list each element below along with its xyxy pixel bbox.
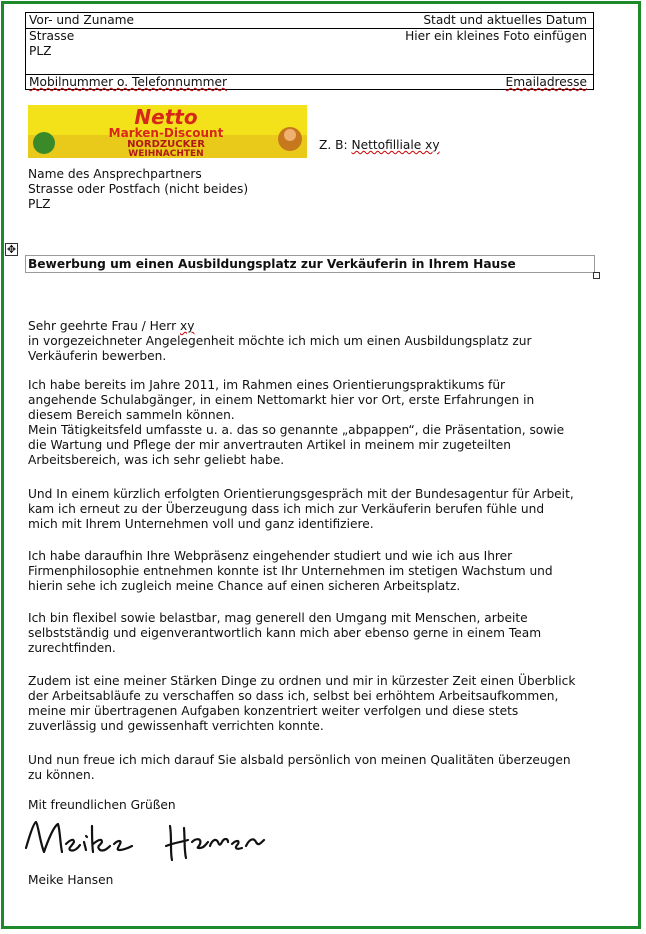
handwritten-signature: [20, 812, 280, 872]
sender-street-label[interactable]: Strasse: [29, 29, 75, 43]
table-resize-handle-icon[interactable]: [593, 272, 600, 279]
recipient-address: [28, 167, 248, 212]
company-reference[interactable]: [319, 138, 440, 153]
salutation-name: xy: [180, 319, 195, 333]
logo-slogan-text: Marken-Discount: [108, 126, 224, 140]
table-move-handle-icon[interactable]: ✥: [6, 243, 17, 256]
city-date-label[interactable]: Stadt und aktuelles Datum: [423, 13, 587, 27]
signer-name[interactable]: Meike Hansen: [28, 873, 114, 887]
recipient-contact[interactable]: Name des Ansprechpartners: [28, 167, 202, 181]
sender-zip-label[interactable]: PLZ: [29, 44, 52, 58]
body-paragraph[interactable]: Ich habe daraufhin Ihre Webpräsenz eingehender studiert und wie ich aus Ihrer Firmenphilosophie entnehmen konnte ist Ihr Unternehmen im stetigen Wachstum und hierin sehe ich zugleich meine Chance auf einen sicheren Arbeitsplatz.: [28, 549, 553, 593]
email-label[interactable]: Emailadresse: [505, 75, 587, 89]
recipient-street[interactable]: Strasse oder Postfach (nicht beides): [28, 182, 249, 196]
logo-tag-text: NORDZUCKER: [127, 139, 205, 150]
salutation[interactable]: [28, 304, 603, 334]
closing-line[interactable]: Mit freundlichen Grüßen: [28, 798, 176, 812]
logo-tag2-text: WEIHNACHTEN: [128, 149, 204, 158]
company-ref-name: Nettofilliale xy: [351, 138, 440, 152]
sender-header-table: [25, 12, 594, 90]
body-paragraph[interactable]: Ich bin flexibel sowie belastbar, mag generell den Umgang mit Menschen, arbeite selbstständig und eigenverantwortlich kann mich aber ebenso gerne in einem Team zurechtfinden.: [28, 611, 542, 655]
body-paragraph[interactable]: Und nun freue ich mich darauf Sie alsbald persönlich von meinen Qualitäten überzeugen zu können.: [28, 753, 571, 782]
subject-line[interactable]: Bewerbung um einen Ausbildungsplatz zur Verkäuferin in Ihrem Hause: [28, 257, 516, 271]
photo-placeholder-label[interactable]: Hier ein kleines Foto einfügen: [405, 29, 587, 43]
body-paragraph[interactable]: in vorgezeichneter Angelegenheit möchte ich mich um einen Ausbildungsplatz zur Verkäuferin bewerben.: [28, 334, 532, 363]
company-logo: [28, 105, 307, 158]
recipient-zip[interactable]: PLZ: [28, 197, 51, 211]
salutation-prefix: Sehr geehrte Frau / Herr: [28, 319, 180, 333]
sender-name-label[interactable]: Vor- und Zuname: [29, 13, 135, 27]
body-paragraph[interactable]: Zudem ist eine meiner Stärken Dinge zu ordnen und mir in kürzester Zeit einen Überblick der Arbeitsabläufe zu verschaffen so dass ich, selbst bei erhöhtem Arbeitsaufkommen, meine mir übertragenen Aufgaben konzentriert weiter verfolgen und diese stets zuverlässig und gewissenhaft verrichten konnte.: [28, 674, 576, 733]
phone-label[interactable]: Mobilnummer o. Telefonnummer: [29, 75, 227, 89]
logo-brand-text: Netto: [134, 105, 198, 129]
company-ref-prefix: Z. B:: [319, 138, 352, 152]
body-paragraph[interactable]: Ich habe bereits im Jahre 2011, im Rahmen eines Orientierungspraktikums für angehende Schulabgänger, in einem Nettomarkt hier vor Ort, erste Erfahrungen in diesem Bereich sammeln können. Mein Tätigkeitsfeld umfasste u. a. das so genannte „abpappen“, die Präsentation, sowie die Wartung und Pflege der mir anvertrauten Artikel in meinem mir zugeteilten Arbeitsbereich, was ich sehr geliebt habe.: [28, 378, 565, 467]
body-paragraph[interactable]: Und In einem kürzlich erfolgten Orientierungsgespräch mit der Bundesagentur für Arbeit, kam ich erneut zu der Überzeugung dass ich mich zur Verkäuferin berufen fühle und mich mit Ihrem Unternehmen voll und ganz identifiziere.: [28, 487, 574, 531]
